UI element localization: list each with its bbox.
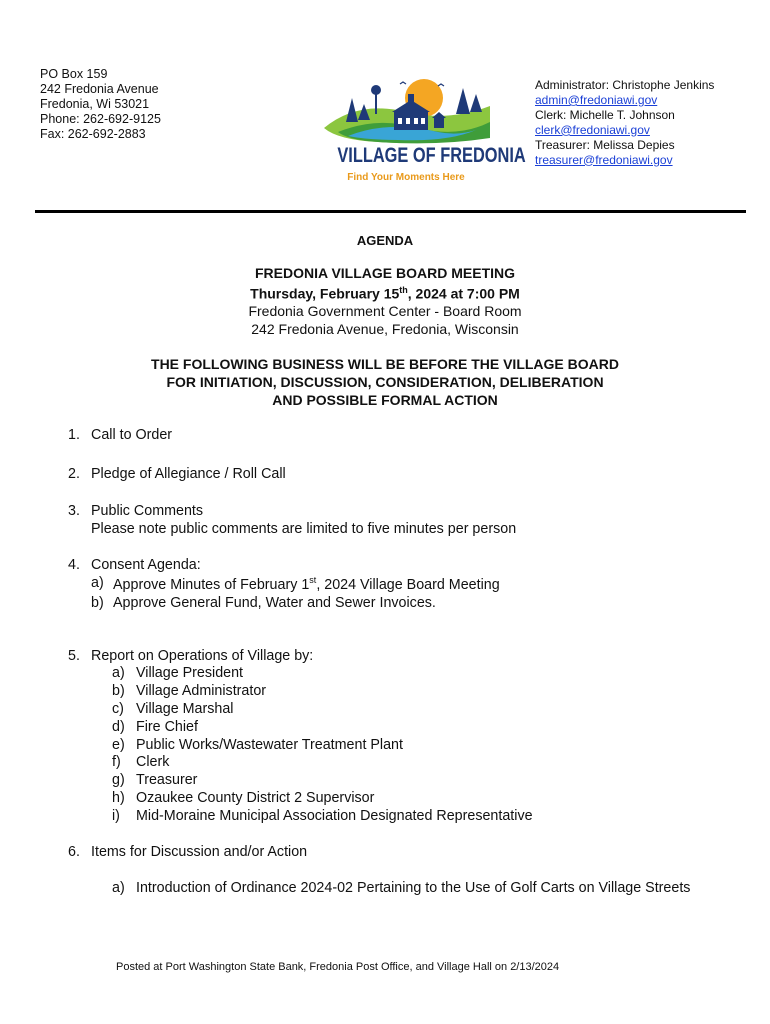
- sub-item-mid-moraine-rep: Mid-Moraine Municipal Association Designated Representative: [136, 808, 533, 824]
- clerk-name: Clerk: Michelle T. Johnson: [535, 107, 675, 122]
- sub-item-label: e): [112, 737, 125, 753]
- meeting-date-ordinal: th: [399, 285, 408, 295]
- sub-item-label: d): [112, 719, 125, 735]
- agenda-item-pledge-roll-call: [0, 466, 770, 484]
- village-address-block: [40, 67, 161, 142]
- agenda-item-call-to-order: [0, 427, 770, 445]
- item-number: 4.: [68, 557, 80, 573]
- item-text: Report on Operations of Village by:: [91, 648, 314, 664]
- agenda-item-public-comments: [0, 503, 770, 543]
- clerk-email-link[interactable]: clerk@fredoniawi.gov: [535, 122, 650, 137]
- sub-item-label: a): [112, 665, 125, 681]
- sub-item-golf-cart-ordinance: Introduction of Ordinance 2024-02 Pertaining to the Use of Golf Carts on Village Streets: [136, 880, 691, 896]
- business-notice: [0, 355, 770, 409]
- sub-item-label: b): [91, 595, 104, 611]
- treasurer-name: Treasurer: Melissa Depies: [535, 137, 675, 152]
- item-number: 5.: [68, 648, 80, 664]
- header-divider: [35, 210, 746, 213]
- sub-item-treasurer: Treasurer: [136, 772, 198, 788]
- administrator-name: Administrator: Christophe Jenkins: [535, 78, 715, 92]
- agenda-item-operations-reports: [0, 648, 770, 828]
- sub-item-label: a): [112, 880, 125, 896]
- sub-item-clerk: Clerk: [136, 754, 170, 770]
- meeting-date-suffix: , 2024 at 7:00 PM: [407, 285, 520, 302]
- meeting-location: Fredonia Government Center - Board Room: [248, 303, 522, 319]
- sub-item-text: , 2024 Village Board Meeting: [316, 576, 500, 593]
- item-number: 6.: [68, 844, 80, 860]
- agenda-heading: AGENDA: [356, 233, 414, 248]
- logo-tagline: Find Your Moments Here: [347, 172, 465, 183]
- sub-item-fire-chief: Fire Chief: [136, 719, 198, 735]
- admin-email-link[interactable]: admin@fredoniawi.gov: [535, 92, 658, 107]
- item-text: Public Comments: [91, 503, 204, 519]
- sub-item-label: c): [112, 701, 124, 717]
- sub-item-label: a): [91, 575, 104, 591]
- item-text: Pledge of Allegiance / Roll Call: [91, 466, 286, 482]
- sub-item-text: Approve Minutes of February 1: [113, 576, 310, 593]
- sub-item-approve-minutes: [113, 575, 500, 593]
- item-note: Please note public comments are limited to five minutes per person: [91, 521, 517, 537]
- meeting-address: 242 Fredonia Avenue, Fredonia, Wisconsin: [251, 321, 519, 337]
- item-number: 1.: [68, 427, 80, 443]
- phone-line: Phone: 262-692-9125: [40, 112, 161, 126]
- treasurer-email-link[interactable]: treasurer@fredoniawi.gov: [535, 152, 673, 167]
- landscape-logo-icon: [318, 72, 494, 144]
- village-logo: [318, 72, 526, 190]
- sub-item-county-supervisor: Ozaukee County District 2 Supervisor: [136, 790, 375, 806]
- agenda-item-consent-agenda: [0, 557, 770, 617]
- sub-item-label: b): [112, 683, 125, 699]
- address-line: 242 Fredonia Avenue: [40, 82, 159, 96]
- sub-item-label: h): [112, 790, 125, 806]
- sub-item-ordinal: st: [309, 575, 317, 585]
- sub-item-public-works: Public Works/Wastewater Treatment Plant: [136, 737, 403, 753]
- item-number: 3.: [68, 503, 80, 519]
- sub-item-label: i): [112, 808, 120, 824]
- logo-title: VILLAGE OF FREDONIA: [337, 144, 526, 167]
- posting-notice: Posted at Port Washington State Bank, Fredonia Post Office, and Village Hall on 2/13/2024: [116, 961, 560, 973]
- sub-item-label: f): [112, 754, 121, 770]
- business-notice-line: FOR INITIATION, DISCUSSION, CONSIDERATION, DELIBERATION: [166, 374, 604, 390]
- meeting-date: [0, 285, 770, 302]
- sub-item-village-president: Village President: [136, 665, 244, 681]
- address-line: PO Box 159: [40, 67, 108, 81]
- business-notice-line: AND POSSIBLE FORMAL ACTION: [272, 392, 498, 408]
- staff-contacts: [535, 78, 714, 167]
- sub-item-label: g): [112, 772, 125, 788]
- sub-item-approve-invoices: Approve General Fund, Water and Sewer Invoices.: [113, 595, 436, 611]
- business-notice-line: THE FOLLOWING BUSINESS WILL BE BEFORE THE VILLAGE BOARD: [151, 356, 619, 372]
- address-line: Fredonia, Wi 53021: [40, 97, 150, 111]
- item-text: Consent Agenda:: [91, 557, 201, 573]
- sub-item-village-marshal: Village Marshal: [136, 701, 234, 717]
- fax-line: Fax: 262-692-2883: [40, 127, 146, 141]
- agenda-item-discussion-action: [0, 844, 770, 904]
- meeting-date-prefix: Thursday, February 15: [250, 285, 400, 302]
- sub-item-village-administrator: Village Administrator: [136, 683, 267, 699]
- item-text: Call to Order: [91, 427, 173, 443]
- item-text: Items for Discussion and/or Action: [91, 844, 308, 860]
- item-number: 2.: [68, 466, 80, 482]
- meeting-title: FREDONIA VILLAGE BOARD MEETING: [254, 265, 516, 281]
